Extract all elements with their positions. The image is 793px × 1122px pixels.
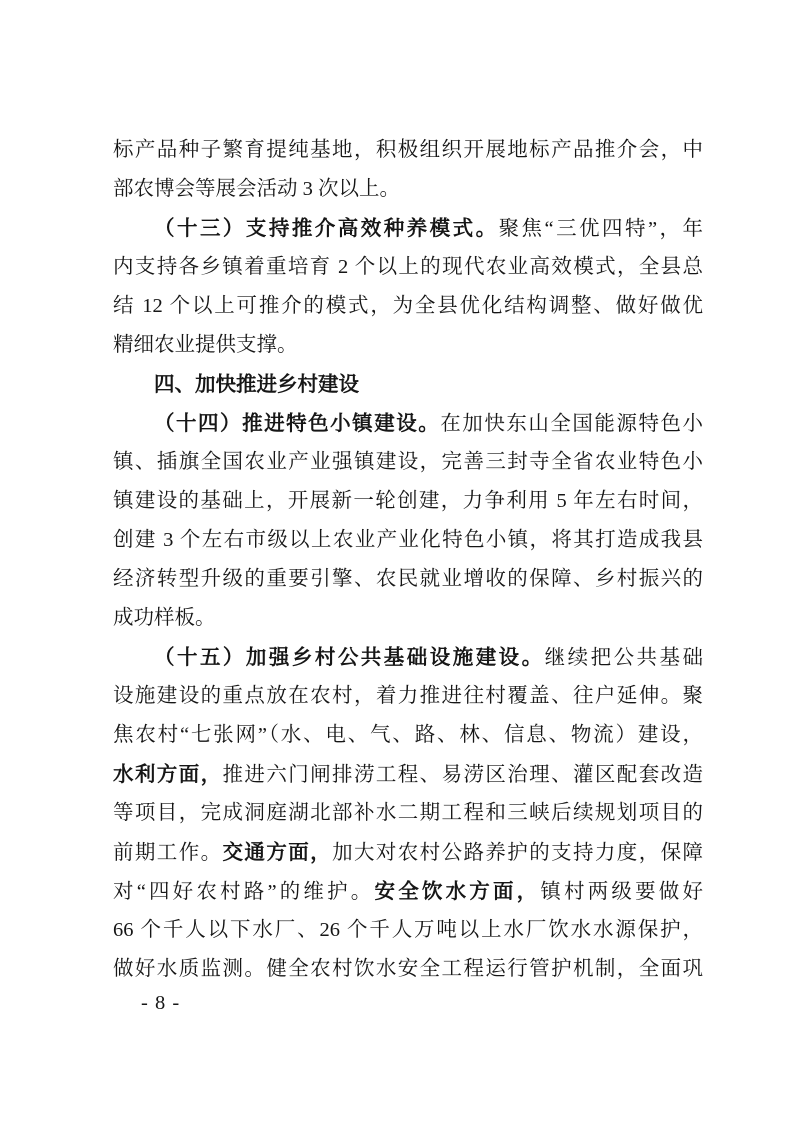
text-line: [113, 794, 703, 833]
text-line: [113, 833, 703, 872]
text-line: [113, 287, 703, 326]
body-text: 聚焦“三优四特”，年: [498, 218, 703, 240]
body-text: 精细农业提供支撑。: [113, 334, 298, 356]
emphasis-text: （十五）加强乡村公共基础设施建设。: [154, 646, 545, 669]
body-text: 在加快东山全国能源特色小: [440, 413, 704, 435]
emphasis-text: 水利方面，: [113, 763, 223, 786]
text-line: [113, 404, 703, 443]
text-line: [113, 716, 703, 755]
text-line: [113, 950, 703, 989]
body-text: 镇、插旗全国农业产业强镇建设，完善三封寺全省农业特色小: [113, 451, 703, 473]
text-line: [113, 131, 703, 170]
emphasis-text: （十四）推进特色小镇建设。: [154, 412, 441, 435]
page-number: - 8 -: [141, 992, 181, 1014]
text-line: [113, 677, 703, 716]
body-text: 推进六门闸排涝工程、易涝区治理、灌区配套改造: [222, 764, 704, 786]
text-line: [113, 872, 703, 911]
paragraph-item-15: [113, 638, 703, 989]
text-line: [113, 326, 703, 365]
body-text: 加大对农村公路养护的支持力度，保障: [332, 842, 704, 864]
body-text: 等项目，完成洞庭湖北部补水二期工程和三峡后续规划项目的: [113, 802, 703, 824]
body-text: 经济转型升级的重要引擎、农民就业增收的保障、乡村振兴的: [113, 568, 703, 590]
body-text: 66 个千人以下水厂、26 个千人万吨以上水厂饮水水源保护，: [113, 919, 703, 941]
body-text: 设施建设的重点放在农村，着力推进往村覆盖、往户延伸。聚: [113, 685, 703, 707]
text-line: [113, 482, 703, 521]
body-text: 标产品种子繁育提纯基地，积极组织开展地标产品推介会，中: [113, 139, 703, 161]
text-line: [113, 638, 703, 677]
text-line: [113, 248, 703, 287]
body-text: 成功样板。: [113, 607, 216, 629]
emphasis-text: （十三）支持推介高效种养模式。: [154, 217, 499, 240]
body-text: 做好水质监测。健全农村饮水安全工程运行管护机制，全面巩: [113, 958, 703, 980]
body-text: 部农博会等展会活动 3 次以上。: [113, 178, 400, 200]
body-text: 创建 3 个左右市级以上农业产业化特色小镇，将其打造成我县: [113, 529, 703, 551]
body-text: 镇建设的基础上，开展新一轮创建，力争利用 5 年左右时间，: [113, 490, 703, 512]
paragraph-item-14: [113, 404, 703, 638]
body-text: 焦农村“七张网”（水、电、气、路、林、信息、物流）建设，: [113, 724, 703, 746]
body-text: 前期工作。: [113, 842, 223, 864]
text-line: [113, 911, 703, 950]
text-line: [113, 521, 703, 560]
text-line: [113, 365, 703, 404]
body-text: 对“四好农村路”的维护。: [113, 881, 375, 903]
text-line: [113, 755, 703, 794]
section-heading-4: [113, 365, 703, 404]
body-text: 继续把公共基础: [544, 647, 704, 669]
emphasis-text: 安全饮水方面，: [374, 880, 541, 903]
document-body: [113, 131, 703, 989]
text-line: [113, 560, 703, 599]
emphasis-text: 四、加快推进乡村建设: [154, 373, 359, 396]
paragraph-continuation: [113, 131, 703, 209]
emphasis-text: 交通方面，: [222, 841, 333, 864]
text-line: [113, 443, 703, 482]
body-text: 内支持各乡镇着重培育 2 个以上的现代农业高效模式，全县总: [113, 256, 703, 278]
text-line: [113, 170, 703, 209]
text-line: [113, 209, 703, 248]
body-text: 结 12 个以上可推介的模式，为全县优化结构调整、做好做优: [113, 295, 703, 317]
paragraph-item-13: [113, 209, 703, 365]
body-text: 镇村两级要做好: [540, 881, 703, 903]
text-line: [113, 599, 703, 638]
